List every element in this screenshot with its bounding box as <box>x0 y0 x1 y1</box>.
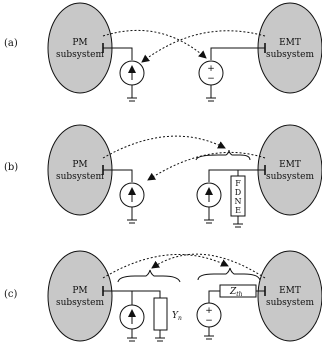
panel-a-label: (a) <box>4 38 18 49</box>
pm-label: PM <box>72 38 88 48</box>
emt-label: EMT <box>279 160 301 170</box>
panel-b <box>4 125 322 227</box>
panel-b-label: (b) <box>4 162 19 173</box>
svg-text:+: + <box>207 64 215 74</box>
svg-text:−: − <box>207 74 215 84</box>
pm-label: PM <box>72 160 88 170</box>
panel-c-label: (c) <box>4 289 18 300</box>
panel-c <box>4 251 322 341</box>
brace-icon <box>118 270 180 282</box>
pm-subsystem-label: subsystem <box>56 50 104 60</box>
zth-label: $Z_{th}$ <box>230 287 243 298</box>
pm-subsystem-label: subsystem <box>56 298 104 308</box>
emt-label: EMT <box>279 38 301 48</box>
emt-subsystem-label: subsystem <box>266 298 314 308</box>
emt-label: EMT <box>279 286 301 296</box>
fdne-letter: F <box>235 179 241 188</box>
emt-subsystem-label: subsystem <box>266 172 314 182</box>
emt-subsystem-ellipse <box>258 251 322 341</box>
dotted-arrow <box>103 136 225 158</box>
svg-text:−: − <box>205 316 213 326</box>
panel-a <box>4 3 322 101</box>
dotted-arrow <box>103 30 206 58</box>
pm-subsystem-label: subsystem <box>56 172 104 182</box>
svg-text:+: + <box>205 306 213 316</box>
yn-admittance-block <box>154 298 167 330</box>
pm-label: PM <box>72 286 88 296</box>
fdne-letter: D <box>234 188 242 197</box>
emt-subsystem-ellipse <box>258 3 322 93</box>
dotted-arrow <box>142 31 265 62</box>
emt-subsystem-ellipse <box>258 125 322 215</box>
fdne-letter: N <box>234 197 242 206</box>
yn-label: $Y_n$ <box>172 311 182 322</box>
emt-subsystem-label: subsystem <box>266 50 314 60</box>
fdne-letter: E <box>235 206 241 215</box>
